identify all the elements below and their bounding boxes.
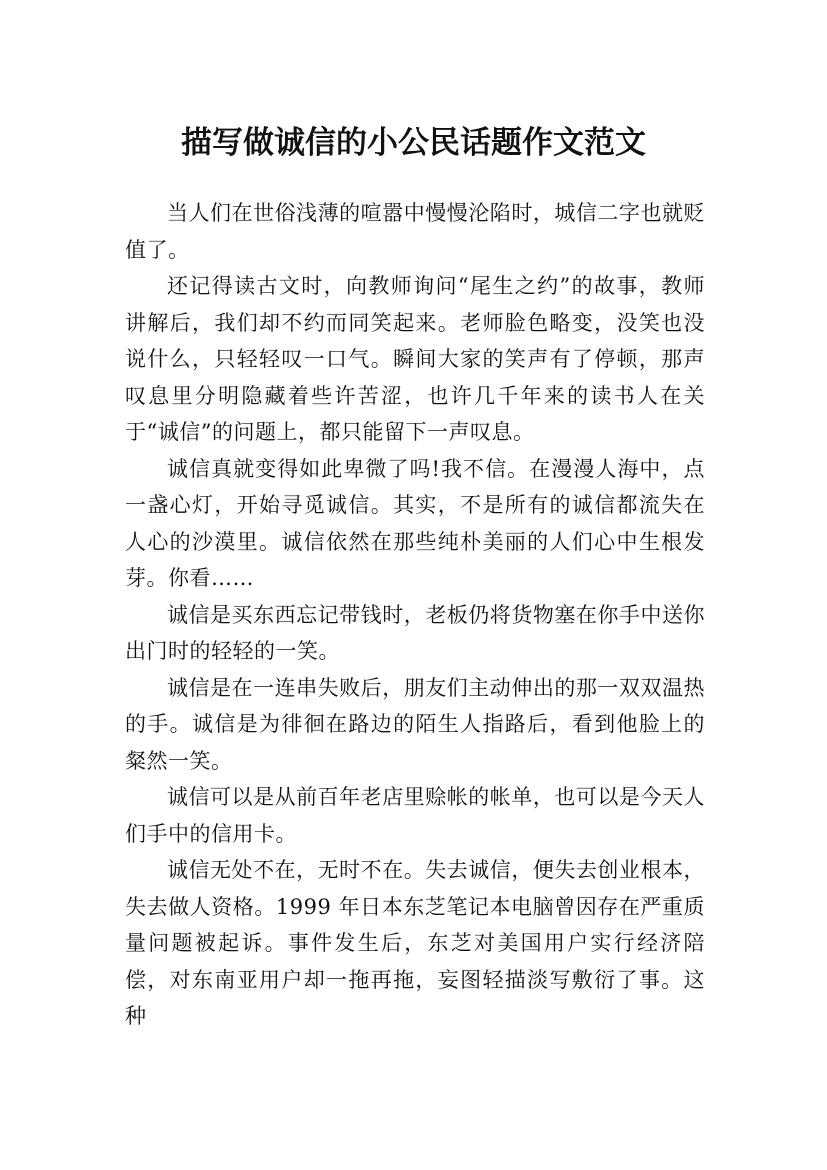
paragraph-7: 诚信无处不在，无时不在。失去诚信，便失去创业根本，失去做人资格。1999 年日本东芝笔记本电脑曾因存在严重质量问题被起诉。事件发生后，东芝对美国用户实行经济陪偿，对东南亚用户却一拖再拖，妄图轻描淡写敷衍了事。这种 — [125, 858, 705, 1028]
paragraph-2: 还记得读古文时，向教师询问“尾生之约”的故事，教师讲解后，我们却不约而同笑起来。老师脸色略变，没笑也没说什么，只轻轻叹一口气。瞬间大家的笑声有了停顿，那声叹息里分明隐藏着些许苦涩，也许几千年来的读书人在关于“诚信”的问题上，都只能留下一声叹息。 — [125, 274, 705, 444]
paragraph-1: 当人们在世俗浅薄的喧嚣中慢慢沦陷时，城信二字也就贬值了。 — [125, 201, 705, 262]
document-title: 描写做诚信的小公民话题作文范文 — [181, 124, 646, 161]
paragraph-3: 诚信真就变得如此卑微了吗!我不信。在漫漫人海中，点一盏心灯，开始寻觅诚信。其实，不是所有的诚信都流失在人心的沙漠里。诚信依然在那些纯朴美丽的人们心中生根发芽。你看…… — [125, 456, 705, 590]
paragraph-5: 诚信是在一连串失败后，朋友们主动伸出的那一双双温热的手。诚信是为徘徊在路边的陌生人指路后，看到他脸上的粲然一笑。 — [125, 675, 705, 773]
paragraph-4: 诚信是买东西忘记带钱时，老板仍将货物塞在你手中送你出门时的轻轻的一笑。 — [125, 602, 705, 663]
paragraph-6: 诚信可以是从前百年老店里赊帐的帐单，也可以是今天人们手中的信用卡。 — [125, 785, 705, 846]
document-body — [125, 195, 705, 1035]
